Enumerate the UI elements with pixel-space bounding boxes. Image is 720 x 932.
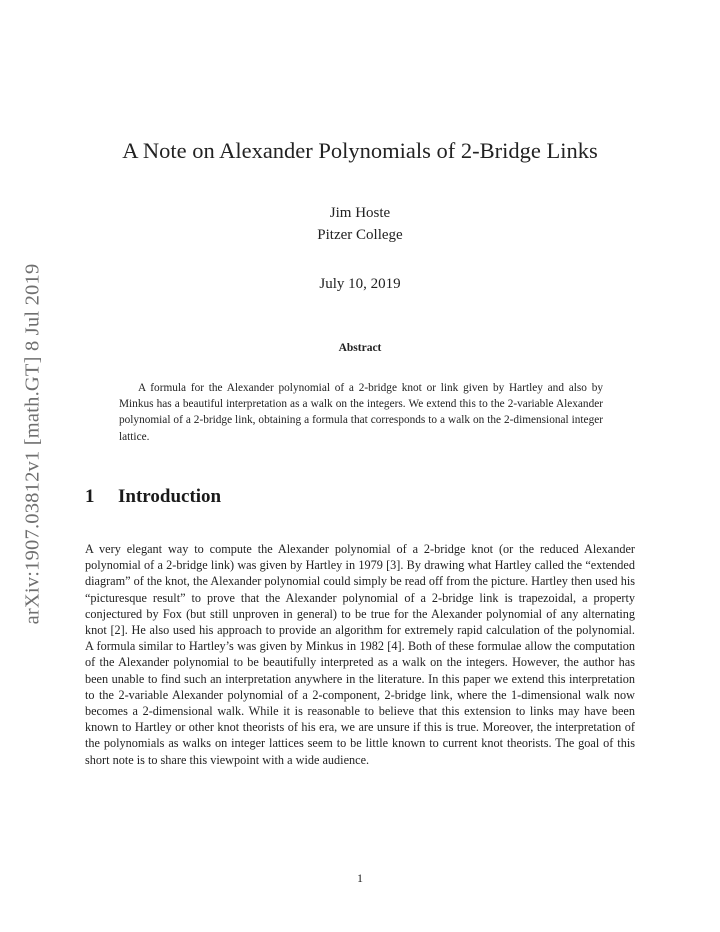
paper-title: A Note on Alexander Polynomials of 2-Bridge Links [122,138,598,163]
section-title: Introduction [118,486,222,507]
page-number: 1 [357,871,363,885]
abstract-body: A formula for the Alexander polynomial of a 2-bridge knot or link given by Hartley and also by Minkus has a beautiful interpretation as a walk on the integers. We extend this to the 2-variable Alexander polynomial of a 2-bridge link, obtaining a formula that corresponds to a walk on the 2-dimensional integer lattice. [119,382,603,443]
author-affiliation: Pitzer College [317,227,403,243]
abstract-heading: Abstract [338,342,382,354]
section-heading [85,486,221,508]
introduction-paragraph: A very elegant way to compute the Alexander polynomial of a 2-bridge knot (or the reduced Alexander polynomial of a 2-bridge link) was given by Hartley in 1979 [3]. By drawing what Hartley called the “extended diagram” of the knot, the Alexander polynomial could simply be read off from the picture. Hartley then used his “picturesque result” to prove that the Alexander polynomial of a 2-bridge link is trapezoidal, a property conjectured by Fox (but still unproven in general) to be true for the Alexander polynomial of any alternating knot [2]. He also used his approach to provide an algorithm for extremely rapid calculation of the polynomial. A formula similar to Hartley’s was given by Minkus in 1982 [4]. Both of these formulae allow the computation of the Alexander polynomial to be beautifully interpreted as a walk on the integers. However, the author has been unable to find such an interpretation anywhere in the literature. In this paper we extend this interpretation to the 2-variable Alexander polynomial of a 2-component, 2-bridge link, where the 1-dimensional walk now becomes a 2-dimensional walk. While it is reasonable to believe that this extension to links may have been known to Hartley or other knot theorists of his era, we are unsure if this is true. Moreover, the interpretation of the polynomials as walks on integer lattices seem to be little known to current knot theorists. The goal of this short note is to share this viewpoint with a wide audience. [85,542,635,767]
arxiv-identifier: arXiv:1907.03812v1 [math.GT] 8 Jul 2019 [21,263,44,625]
paper-date: July 10, 2019 [319,276,401,292]
author-name: Jim Hoste [329,205,391,221]
section-number: 1 [85,486,95,507]
